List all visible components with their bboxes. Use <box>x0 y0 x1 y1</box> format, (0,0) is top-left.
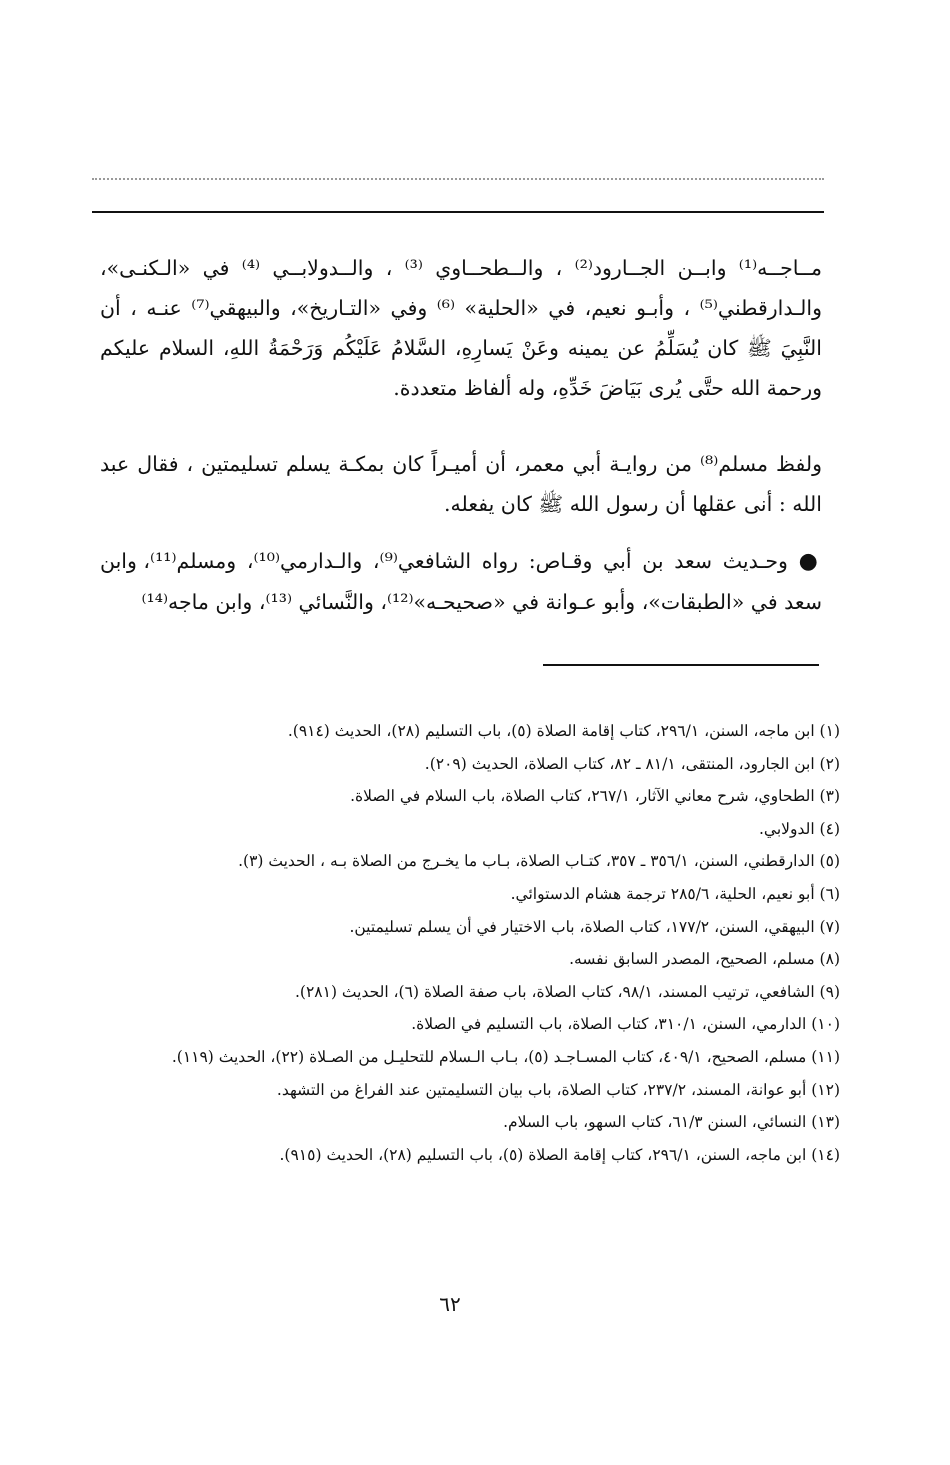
bullet-icon: ● <box>798 549 822 574</box>
paragraph-saad-text: وحـديث سعد بن أبي وقـاص: رواه الشافعي⁽⁹⁾، والـدارمي⁽¹⁰⁾، ومسلم⁽¹¹⁾، وابن سعد في «الطبقات»، وأبو عـوانة في «صحيحـه»⁽¹²⁾، والنَّسائي ⁽¹³⁾، وابن ماجه⁽¹⁴⁾ <box>100 549 822 614</box>
footnote-1: (١) ابن ماجه، السنن، ٢٩٦/١، كتاب إقامة الصلاة (٥)، باب التسليم (٢٨)، الحديث (٩١٤). <box>287 722 840 740</box>
footnote-13: (١٣) النسائي، السنن ٦١/٣، كتاب السهو، باب السلام. <box>503 1113 840 1132</box>
paragraph-hadith-sources: مــاجــه⁽¹⁾ وابــن الجــارود⁽²⁾ ، والــطحــاوي ⁽³⁾ ، والــدولابــي ⁽⁴⁾ في «الـكنـى»، والـدارقطني⁽⁵⁾ ، وأبـو نعيم، في «الحلية» ⁽⁶⁾ وفي «التـاريخ»، والبيهقي⁽⁷⁾ عنـه ، أن النَّبِيَ ﷺ كان يُسَلِّمُ عن يمينه وعَنْ يَسارِهِ، السَّلامُ عَلَيْكُم وَرَحْمَةُ اللهِ، السلام عليكم ورحمة الله حتَّى يُرى بَيَاضَ خَدِّهِ، وله ألفاظ متعددة. <box>100 256 823 400</box>
footnote-7: (٧) البيهقي، السنن، ١٧٧/٢، كتاب الصلاة، باب الاختيار في أن يسلم تسليمتين. <box>349 917 840 936</box>
footnote-8: (٨) مسلم، الصحيح، المصدر السابق نفسه. <box>569 950 840 969</box>
footnotes-list <box>100 715 840 1171</box>
footnote-4: (٤) الدولابي. <box>758 819 840 838</box>
header-rule <box>92 211 824 213</box>
footnote-11: (١١) مسلم، الصحيح، ٤٠٩/١، كتاب المسـاجـد (٥)، بـاب الـسلام للتحليـل من الصـلاة (٢٢)، الحديث (١١٩). <box>171 1047 840 1066</box>
footnote-10: (١٠) الدارمي، السنن، ٣١٠/١، كتاب الصلاة، باب التسليم في الصلاة. <box>411 1015 840 1034</box>
footnote-6: (٦) أبو نعيم، الحلية، ٢٨٥/٦ ترجمة هشام الدستوائي. <box>510 884 840 903</box>
footnote-3: (٣) الطحاوي، شرح معاني الآثار، ٢٦٧/١، كتاب الصلاة، باب السلام في الصلاة. <box>350 787 840 806</box>
footnote-9: (٩) الشافعي، ترتيب المسند، ٩٨/١، كتاب الصلاة، باب صفة الصلاة (٦)، الحديث (٢٨١). <box>294 982 840 1001</box>
paragraph-muslim-wording: ولفظ مسلم⁽⁸⁾ من روايـة أبي معمر، أن أميـراً كان بمكـة يسلم تسليمتين ، فقال عبد الله : أنى عقلها أن رسول الله ﷺ كان يفعله. <box>100 452 822 516</box>
footnote-12: (١٢) أبو عوانة، المسند، ٢٣٧/٢، كتاب الصلاة، باب بيان التسليمتين عند الفراغ من التشهد. <box>276 1080 840 1099</box>
paragraph-saad-hadith <box>100 541 822 622</box>
footnote-separator <box>543 664 819 666</box>
dotted-header-line <box>92 178 824 180</box>
page-number: ٦٢ <box>439 1292 461 1316</box>
footnote-14: (١٤) ابن ماجه، السنن، ٢٩٦/١، كتاب إقامة الصلاة (٥)، باب التسليم (٢٨)، الحديث (٩١٥). <box>279 1145 840 1164</box>
footnote-2: (٢) ابن الجارود، المنتقى، ٨١/١ ـ ٨٢، كتاب الصلاة، الحديث (٢٠٩). <box>424 754 840 773</box>
footnote-5: (٥) الدارقطني، السنن، ٣٥٦/١ ـ ٣٥٧، كتـاب الصلاة، بـاب ما يخـرج من الصلاة بـه ، الحديث (٣). <box>238 852 840 871</box>
